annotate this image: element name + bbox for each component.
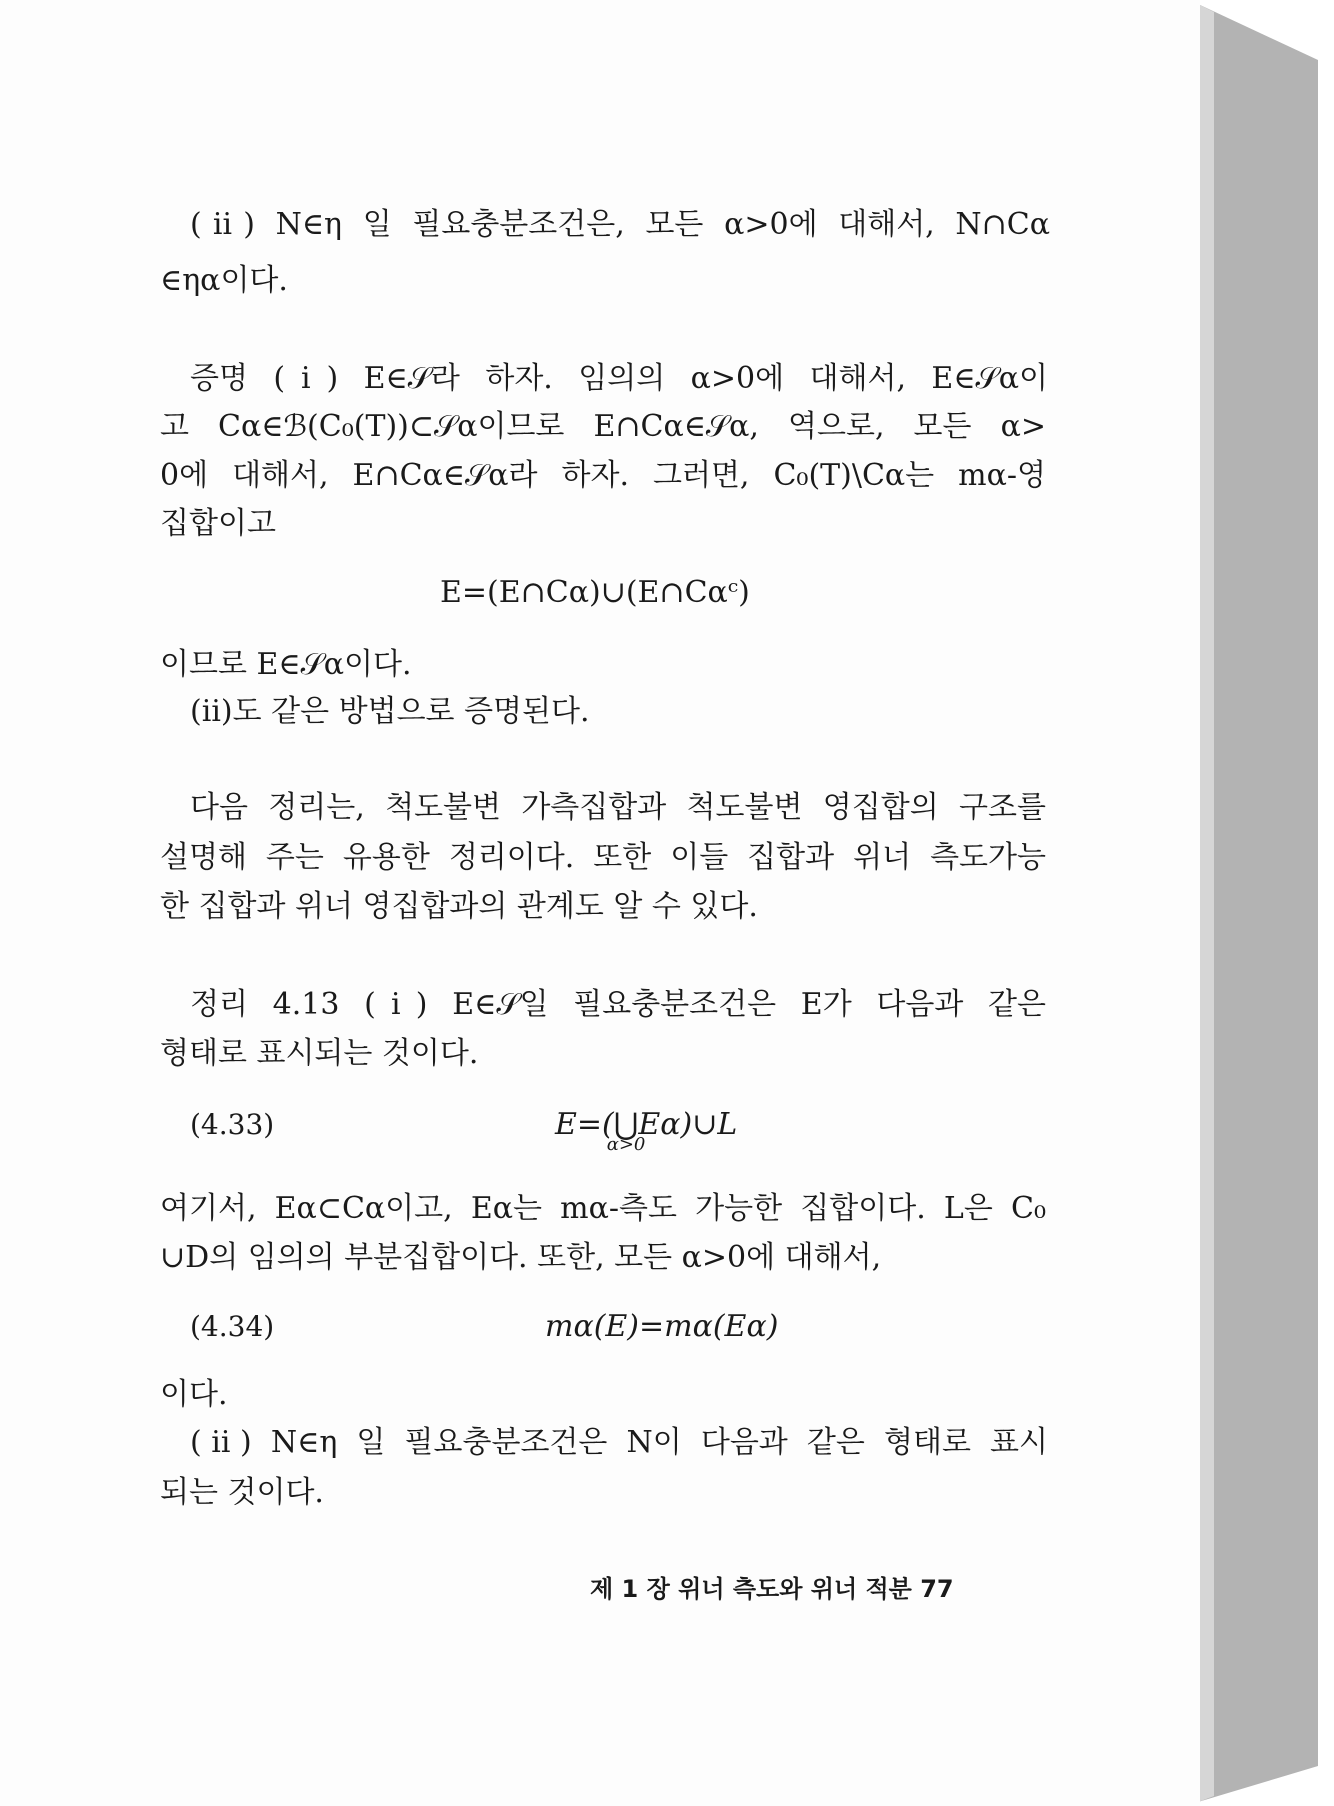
text-line-p3-l1: 다음 정리는, 척도불변 가측집합과 척도불변 영집합의 구조를 [190,790,1046,825]
equation-4-33 [555,1105,738,1155]
page-footer: 제 1 장 위너 측도와 위너 적분 77 [590,1575,954,1603]
equation-number-4-34: (4.34) [190,1310,275,1343]
text-line-p2-l3: 0에 대해서, E∩Cα∈𝒮α라 하자. 그러면, C₀(T)\Cα는 mα-영 [160,458,1046,493]
text-line-p4-l6: (ⅱ) N∈η 일 필요충분조건은 N이 다음과 같은 형태로 표시 [190,1425,1048,1460]
text-line-p2-l2: 고 Cα∈ℬ(C₀(T))⊂𝒮α이므로 E∩Cα∈𝒮α, 역으로, 모든 α> [160,409,1046,444]
page-shadow-side [1198,4,1318,1802]
text-line-p4-l4: ∪D의 임의의 부분집합이다. 또한, 모든 α>0에 대해서, [160,1240,882,1275]
text-line-p1-l2: ∈ηα이다. [160,263,288,298]
text-line-p1-l1: (ⅱ) N∈η 일 필요충분조건은, 모든 α>0에 대해서, N∩Cα [190,207,1050,242]
text-line-p3-l3: 한 집합과 위너 영집합과의 관계도 알 수 있다. [160,889,758,924]
text-line-p2-l1: 증명 (ⅰ) E∈𝒮라 하자. 임의의 α>0에 대해서, E∈𝒮α이 [190,361,1048,396]
text-line-p4-l7: 되는 것이다. [160,1475,324,1510]
text-line-p4-l3: 여기서, Eα⊂Cα이고, Eα는 mα-측도 가능한 집합이다. L은 C₀ [160,1191,1046,1226]
text-line-p2-l4: 집합이고 [160,506,276,541]
page-shadow-edge [1198,4,1214,1802]
union-symbol: ⋃ [613,1107,639,1142]
text-line-p4-l2: 형태로 표시되는 것이다. [160,1036,479,1071]
equation-4-33-lhs: E=( [555,1107,614,1142]
text-line-p3-l2: 설명해 주는 유용한 정리이다. 또한 이들 집합과 위너 측도가능 [160,840,1046,875]
text-line-p4-l5: 이다. [160,1377,228,1412]
text-line-eq-1: E=(E∩Cα)∪(E∩Cαᶜ) [440,575,750,610]
text-line-p2-l6: (ⅱ)도 같은 방법으로 증명된다. [190,694,590,729]
text-line-p2-l5: 이므로 E∈𝒮α이다. [160,647,412,682]
union-subscript: α>0 [606,1134,646,1155]
equation-4-33-rhs: Eα)∪L [638,1107,738,1142]
text-line-p4-l1: 정리 4.13 (ⅰ) E∈𝒮일 필요충분조건은 E가 다음과 같은 [190,987,1046,1022]
equation-number-4-33: (4.33) [190,1108,275,1141]
equation-4-34: mα(E)=mα(Eα) [545,1309,779,1344]
